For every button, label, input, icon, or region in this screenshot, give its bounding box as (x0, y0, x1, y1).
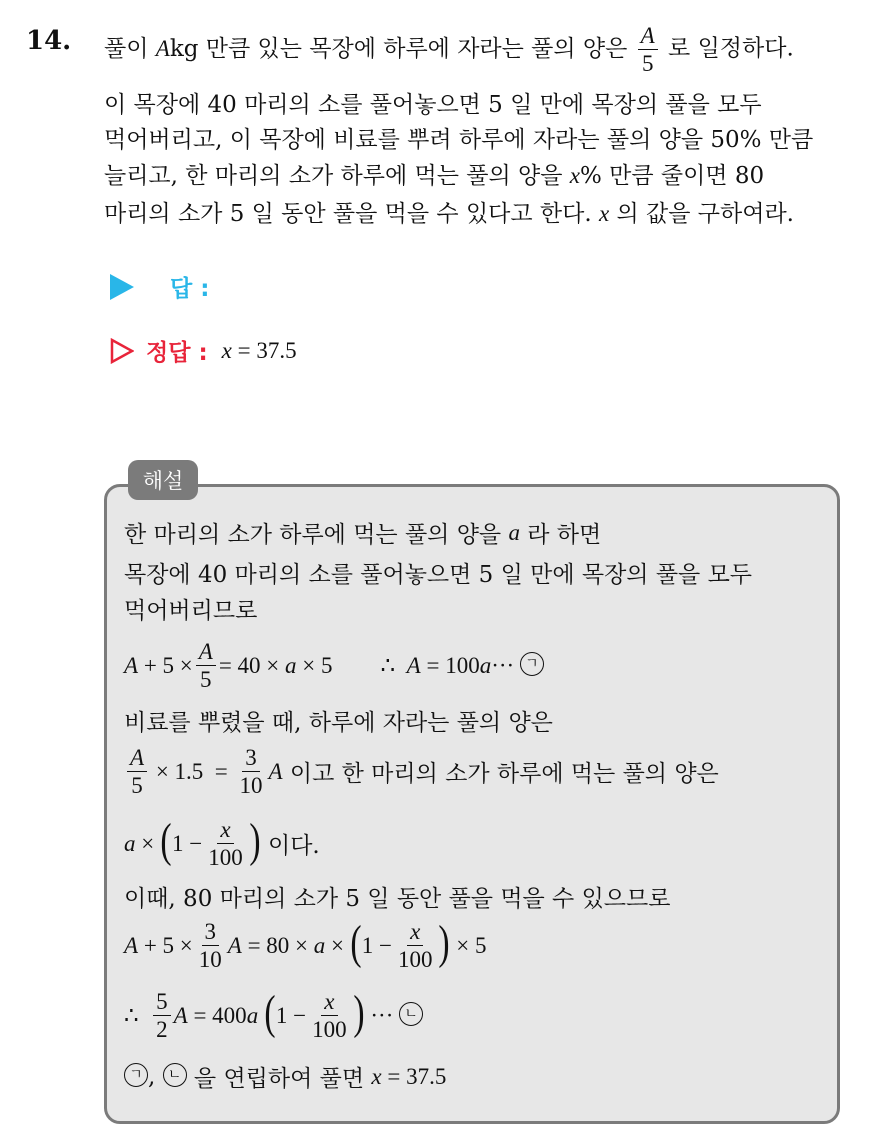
circled-giyeok: ㄱ (124, 1063, 148, 1087)
solution-line: 먹어버리므로 (124, 598, 258, 624)
solution-equation: A + 5 × $\frac{3}{10}$ A = 80 × a × ( 1 − $\frac{x}{100}$ ) × 5 (124, 915, 487, 972)
answer-row (110, 270, 209, 303)
solution-line: 비료를 뿌렸을 때, 하루에 자라는 풀의 양은 (124, 710, 553, 736)
problem-number: 14. (26, 26, 72, 56)
solution-line: 이때, 80 마리의 소가 5 일 동안 풀을 먹을 수 있으므로 (124, 886, 671, 912)
solution-equation: ∴ $\frac{5}{2}$ A = 400 a ( 1 − $\frac{x}{100}$ ) ··· ㄴ (124, 990, 423, 1041)
solution-equation: A + 5 × $\frac{A}{5}$ = 40 × a × 5 ∴ A = 100a··· ㄱ (124, 640, 544, 691)
play-icon (110, 274, 134, 300)
problem-line: 마리의 소가 5 일 동안 풀을 먹을 수 있다고 한다. x 의 값을 구하여라. (104, 201, 794, 227)
correct-answer-label: 정답 : (146, 340, 208, 366)
circled-nieun: ㄴ (399, 1002, 423, 1026)
problem-line: 늘리고, 한 마리의 소가 하루에 먹는 풀의 양을 x% 만큼 줄이면 80 (104, 163, 765, 189)
circled-giyeok: ㄱ (520, 652, 544, 676)
correct-answer-row (110, 334, 297, 367)
answer-label: 답 : (170, 276, 210, 302)
problem-line: 먹어버리고, 이 목장에 비료를 뿌려 하루에 자라는 풀의 양을 50% 만큼 (104, 127, 814, 153)
problem-line: 이 목장에 40 마리의 소를 풀어놓으면 5 일 만에 목장의 풀을 모두 (104, 92, 762, 118)
solution-line: 목장에 40 마리의 소를 풀어놓으면 5 일 만에 목장의 풀을 모두 (124, 562, 753, 588)
circled-nieun: ㄴ (163, 1063, 187, 1087)
solution-line: ㄱ , ㄴ 을 연립하여 풀면 x = 37.5 (124, 1060, 446, 1093)
solution-equation: a × ( 1 − $\frac{x}{100}$ ) 이다. (124, 813, 320, 870)
problem-line: 풀이 Akg 만큼 있는 목장에 하루에 자라는 풀의 양은 $\frac{A}{5}$ 로 일정하다. (104, 23, 794, 76)
correct-answer-value: x = 37.5 (221, 337, 297, 363)
solution-line: 한 마리의 소가 하루에 먹는 풀의 양을 a 라 하면 (124, 519, 602, 548)
solution-equation: $\frac{A}{5}$ × 1.5 = $\frac{3}{10}$ A 이고 한 마리의 소가 하루에 먹는 풀의 양은 (124, 746, 719, 797)
outline-play-icon (110, 338, 134, 364)
solution-tab: 해설 (128, 460, 198, 500)
